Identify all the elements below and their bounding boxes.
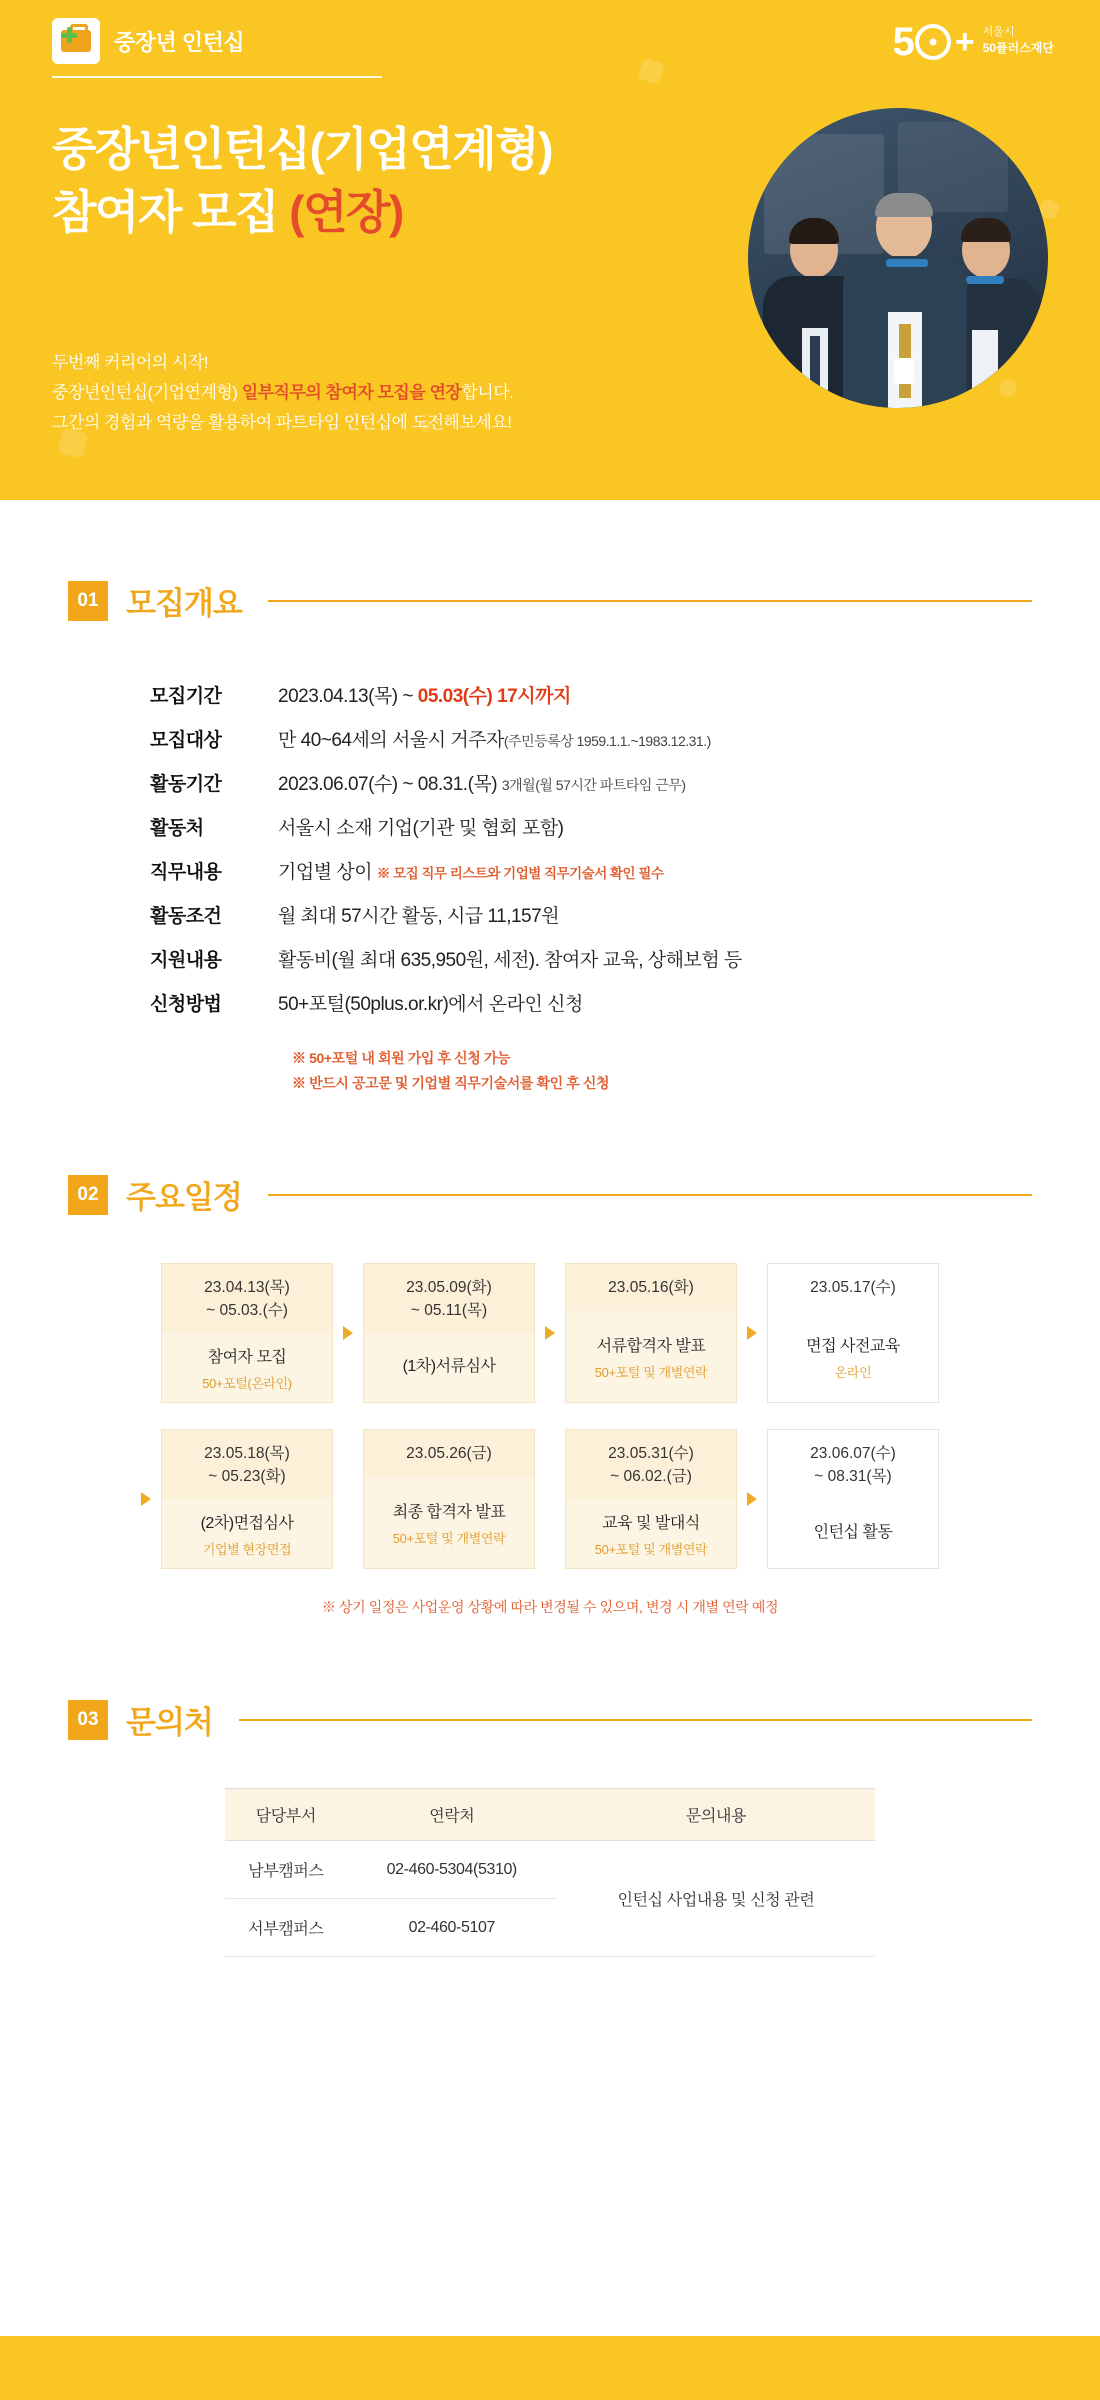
arrow-right-icon xyxy=(747,1326,757,1340)
schedule-title: 인턴십 활동 xyxy=(813,1524,893,1542)
corporate-name: 서울시 50플러스재단 xyxy=(982,25,1054,55)
footer-bar xyxy=(0,2336,1100,2400)
schedule-date: 23.05.09(화) ~ 05.11(목) xyxy=(364,1264,534,1333)
schedule-body xyxy=(768,1311,938,1403)
contact-table-wrap xyxy=(225,1788,875,1957)
brand-name: 중장년 인턴십 xyxy=(114,29,245,55)
schedule-sub: 50+포털 및 개별연락 xyxy=(392,1530,506,1546)
table-row xyxy=(225,1841,875,1899)
overview-value: 2023.06.07(수) ~ 08.31.(목) 3개월(월 57시간 파트타임 근무) xyxy=(278,774,686,795)
section-schedule xyxy=(0,1096,1100,1617)
schedule-date: 23.05.26(금) xyxy=(364,1430,534,1476)
schedule-card xyxy=(161,1263,333,1403)
column-header-dept: 담당부서 xyxy=(225,1789,347,1841)
schedule-date: 23.05.18(목) ~ 05.23(화) xyxy=(162,1430,332,1499)
schedule-body xyxy=(364,1333,534,1402)
table-header-row xyxy=(225,1789,875,1841)
title-line-1: 중장년인턴십(기업연계형) xyxy=(52,123,552,175)
schedule-sub: 50+포털 및 개별연락 xyxy=(594,1541,708,1557)
schedule-card xyxy=(767,1429,939,1569)
schedule-card xyxy=(565,1429,737,1569)
schedule-sub: 50+포털 및 개별연락 xyxy=(594,1364,708,1380)
section-overview xyxy=(0,500,1100,1096)
overview-value: 월 최대 57시간 활동, 시급 11,157원 xyxy=(278,906,560,927)
hero-photo xyxy=(748,108,1048,408)
title-line-2: 참여자 모집 (연장) xyxy=(52,185,403,238)
subtitle-line-3: 그간의 경험과 역량을 활용하여 파트타임 인턴십에 도전해보세요! xyxy=(52,412,512,432)
schedule-sub: 온라인 xyxy=(834,1364,872,1380)
fifty-plus-mark: 5 + xyxy=(892,20,973,64)
section-number: 03 xyxy=(68,1700,108,1740)
corporate-logo xyxy=(893,22,1054,62)
schedule-title: (1차)서류심사 xyxy=(402,1358,496,1376)
schedule-date: 23.05.31(수) ~ 06.02.(금) xyxy=(566,1430,736,1499)
schedule-date: 23.05.16(화) xyxy=(566,1264,736,1310)
section-header-01 xyxy=(68,578,1032,623)
contact-table xyxy=(225,1788,875,1957)
subtitle-line-2: 중장년인턴십(기업연계형) 일부직무의 참여자 모집을 연장합니다. xyxy=(52,382,514,402)
schedule-body xyxy=(162,1499,332,1568)
overview-label: 신청방법 xyxy=(150,994,222,1015)
schedule-sub: 기업별 현장면접 xyxy=(202,1541,292,1557)
section-header-02 xyxy=(68,1172,1032,1217)
page-title xyxy=(52,118,552,243)
section-title: 주요일정 xyxy=(126,1180,242,1216)
schedule-grid xyxy=(161,1263,939,1569)
cell-desc: 인턴십 사업내용 및 신청 관련 xyxy=(557,1841,875,1957)
briefcase-cross-icon xyxy=(52,18,100,64)
section-title: 문의처 xyxy=(126,1705,213,1741)
section-number: 01 xyxy=(68,581,108,621)
schedule-body xyxy=(566,1499,736,1568)
section-rule xyxy=(239,1719,1032,1721)
schedule-card xyxy=(565,1263,737,1403)
schedule-card xyxy=(767,1263,939,1403)
schedule-body xyxy=(364,1477,534,1569)
cell-dept: 서부캠퍼스 xyxy=(225,1899,347,1957)
schedule-date: 23.06.07(수) ~ 08.31(목) xyxy=(810,1445,896,1485)
cell-dept: 남부캠퍼스 xyxy=(225,1841,347,1899)
overview-label: 활동기간 xyxy=(150,774,222,795)
brand-bar xyxy=(52,18,382,78)
section-title: 모집개요 xyxy=(126,586,242,621)
column-header-tel: 연락처 xyxy=(347,1789,557,1841)
person-center xyxy=(840,193,970,408)
overview-label: 모집대상 xyxy=(150,730,222,751)
schedule-sub: 50+포털(온라인) xyxy=(202,1375,292,1391)
arrow-right-icon xyxy=(343,1326,353,1340)
schedule-grid-wrap xyxy=(0,1263,1100,1569)
overview-label: 지원내용 xyxy=(150,950,222,971)
schedule-date: 23.05.17(수) xyxy=(810,1279,896,1297)
section-rule xyxy=(268,600,1032,602)
overview-value: 서울시 소재 기업(기관 및 협회 포함) xyxy=(278,818,564,839)
footer-spacer xyxy=(0,1957,1100,2077)
cell-tel: 02-460-5107 xyxy=(347,1899,557,1957)
overview-list xyxy=(150,681,1100,1016)
section-number: 02 xyxy=(68,1175,108,1215)
decor-square xyxy=(637,57,665,85)
schedule-title: 최종 합격자 발표 xyxy=(392,1503,506,1521)
subtitle-line-1: 두번째 커리어의 시작! xyxy=(52,353,208,372)
schedule-date: 23.04.13(목) ~ 05.03.(수) xyxy=(162,1264,332,1333)
schedule-body xyxy=(162,1333,332,1402)
arrow-right-icon xyxy=(141,1492,151,1506)
section-contact xyxy=(0,1617,1100,1957)
schedule-card xyxy=(363,1429,535,1569)
overview-value: 만 40~64세의 서울시 거주자(주민등록상 1959.1.1.~1983.12.31.) xyxy=(278,730,711,751)
poster-header xyxy=(0,0,1100,500)
overview-value: 기업별 상이 ※ 모집 직무 리스트와 기업별 직무기술서 확인 필수 xyxy=(278,862,664,883)
schedule-title: 교육 및 발대식 xyxy=(602,1514,700,1532)
section-header-03 xyxy=(68,1697,1032,1742)
column-header-desc: 문의내용 xyxy=(557,1789,875,1841)
overview-label: 활동조건 xyxy=(150,906,222,927)
section-rule xyxy=(268,1194,1032,1196)
schedule-body xyxy=(566,1311,736,1403)
arrow-right-icon xyxy=(545,1326,555,1340)
overview-label: 직무내용 xyxy=(150,862,222,883)
overview-note: ※ 50+포털 내 회원 가입 후 신청 가능 xyxy=(292,1050,511,1066)
overview-value: 활동비(월 최대 635,950원, 세전). 참여자 교육, 상해보험 등 xyxy=(278,950,742,971)
overview-label: 활동처 xyxy=(150,818,204,839)
hero-subtitle xyxy=(52,348,513,437)
schedule-title: 서류합격자 발표 xyxy=(596,1337,706,1355)
ring-icon xyxy=(915,24,951,60)
overview-label: 모집기간 xyxy=(150,686,222,707)
schedule-note: ※ 상기 일정은 사업운영 상황에 따라 변경될 수 있으며, 변경 시 개별 연락 예정 xyxy=(321,1599,779,1616)
overview-note: ※ 반드시 공고문 및 기업별 직무기술서를 확인 후 신청 xyxy=(292,1075,610,1092)
schedule-title: (2차)면접심사 xyxy=(200,1514,294,1532)
overview-value: 50+포털(50plus.or.kr)에서 온라인 신청 xyxy=(278,994,583,1015)
cell-tel: 02-460-5304(5310) xyxy=(347,1841,557,1899)
schedule-card xyxy=(161,1429,333,1569)
schedule-card xyxy=(363,1263,535,1403)
overview-value: 2023.04.13(목) ~ 05.03(수) 17시까지 xyxy=(278,686,571,707)
schedule-title: 면접 사전교육 xyxy=(806,1337,900,1355)
schedule-title: 참여자 모집 xyxy=(207,1348,287,1366)
arrow-right-icon xyxy=(747,1492,757,1506)
overview-notes xyxy=(292,1046,1100,1096)
schedule-body xyxy=(768,1499,938,1568)
